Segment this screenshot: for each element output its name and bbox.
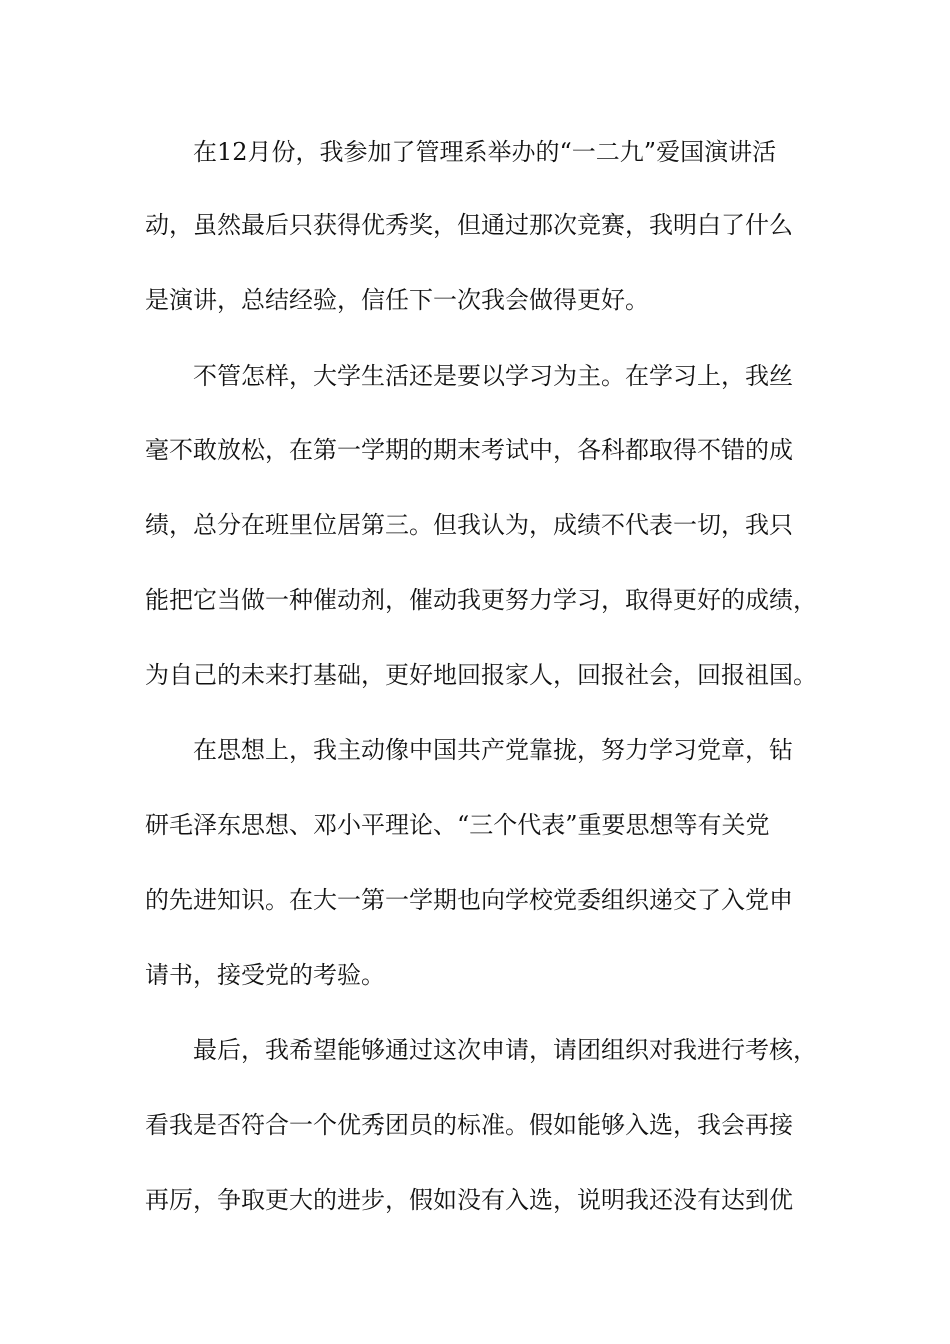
paragraph-4-line-2: 看我是否符合一个优秀团员的标准。假如能够入选，我会再接 (145, 1111, 793, 1139)
paragraph-2-line-5: 为自己的未来打基础，更好地回报家人，回报社会，回报祖国。 (145, 661, 817, 689)
paragraph-1-line-2: 动，虽然最后只获得优秀奖，但通过那次竞赛，我明白了什么 (145, 211, 793, 239)
paragraph-1-line-1: 在12月份，我参加了管理系举办的“一二九”爱国演讲活 (193, 138, 777, 166)
paragraph-2-line-1: 不管怎样，大学生活还是要以学习为主。在学习上，我丝 (193, 362, 793, 390)
paragraph-2-line-2: 毫不敢放松，在第一学期的期末考试中，各科都取得不错的成 (145, 436, 793, 464)
paragraph-2-line-4: 能把它当做一种催动剂，催动我更努力学习，取得更好的成绩， (145, 586, 817, 614)
paragraph-4-line-3: 再厉，争取更大的进步，假如没有入选，说明我还没有达到优 (145, 1186, 793, 1214)
paragraph-2-line-3: 绩，总分在班里位居第三。但我认为，成绩不代表一切，我只 (145, 511, 793, 539)
paragraph-3-line-3: 的先进知识。在大一第一学期也向学校党委组织递交了入党申 (145, 886, 793, 914)
paragraph-3-line-1: 在思想上，我主动像中国共产党靠拢，努力学习党章，钻 (193, 736, 793, 764)
paragraph-1-line-3: 是演讲，总结经验，信任下一次我会做得更好。 (145, 286, 649, 314)
paragraph-3-line-2: 研毛泽东思想、邓小平理论、“三个代表”重要思想等有关党 (145, 811, 770, 839)
paragraph-4-line-1: 最后，我希望能够通过这次申请，请团组织对我进行考核， (193, 1036, 817, 1064)
paragraph-3-line-4: 请书，接受党的考验。 (145, 961, 385, 989)
